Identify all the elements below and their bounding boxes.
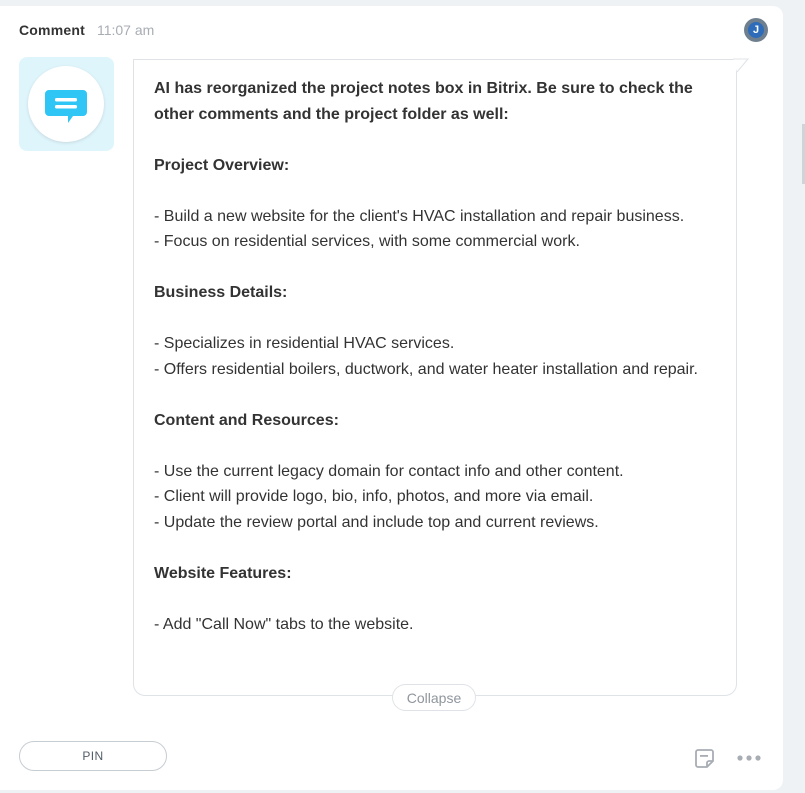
avatar-initial: J [748,22,764,38]
section-heading: Business Details: [154,284,288,301]
app-icon [19,57,114,151]
list-item: - Focus on residential services, with some commercial work. [154,233,580,250]
list-item: - Use the current legacy domain for contact info and other content. [154,462,624,480]
comment-header [19,22,154,38]
list-item: - Build a new website for the client's HVAC installation and repair business. [154,207,685,225]
comment-body [154,76,714,637]
list-item: - Add "Call Now" tabs to the website. [154,615,414,633]
list-item: - Offers residential boilers, ductwork, and water heater installation and repair. [154,360,698,378]
comment-bubble [133,59,737,696]
intro-text: AI has reorganized the project notes box in Bitrix. Be sure to check the other comments and the project folder as well: [154,80,693,123]
section-heading: Website Features: [154,564,292,582]
comment-type-label: Comment [19,22,85,38]
more-dots-icon[interactable] [736,750,762,766]
pin-button[interactable]: PIN [19,741,167,771]
section-heading: Content and Resources: [154,411,339,429]
list-item: - Specializes in residential HVAC services. [154,335,455,352]
list-item: - Client will provide logo, bio, info, photos, and more via email. [154,488,594,505]
list-item: - Update the review portal and include top and current reviews. [154,513,599,531]
avatar[interactable] [744,18,768,42]
comment-time[interactable]: 11:07 am [96,22,155,38]
bubble-tail [733,57,749,73]
note-icon[interactable] [694,748,715,769]
section-heading: Project Overview: [154,156,290,174]
collapse-button[interactable]: Collapse [392,684,476,711]
chat-bubble-icon [37,77,95,133]
